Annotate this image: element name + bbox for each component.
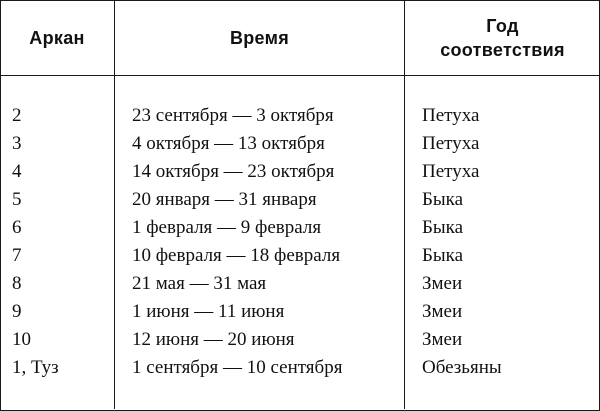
cell-year: Петуха — [422, 133, 480, 154]
table-row — [0, 214, 600, 242]
cell-time: 12 июня — 20 июня — [132, 329, 295, 350]
table-row — [0, 242, 600, 270]
cell-time: 20 января — 31 января — [132, 189, 317, 210]
header-time — [115, 0, 404, 75]
header-divider — [0, 75, 600, 76]
table-row — [0, 326, 600, 354]
table-row — [0, 158, 600, 186]
table-row — [0, 270, 600, 298]
cell-year: Петуха — [422, 161, 480, 182]
cell-year: Быка — [422, 217, 464, 238]
table-row — [0, 298, 600, 326]
table-body — [0, 102, 600, 382]
header-arkan — [0, 0, 114, 75]
cell-time: 21 мая — 31 мая — [132, 273, 267, 294]
table-row — [0, 130, 600, 158]
cell-time: 14 октября — 23 октября — [132, 161, 335, 182]
table-row — [0, 102, 600, 130]
cell-arkan: 1, Туз — [12, 357, 59, 378]
cell-arkan: 8 — [12, 273, 22, 294]
cell-arkan: 6 — [12, 217, 22, 238]
cell-year: Змеи — [422, 301, 463, 322]
cell-time: 1 февраля — 9 февраля — [132, 217, 322, 238]
cell-year: Змеи — [422, 273, 463, 294]
header-arkan-label: Аркан — [29, 27, 85, 48]
cell-arkan: 3 — [12, 133, 22, 154]
cell-time: 4 октября — 13 октября — [132, 133, 325, 154]
cell-arkan: 7 — [12, 245, 22, 266]
table-row — [0, 186, 600, 214]
cell-time: 1 июня — 11 июня — [132, 301, 285, 322]
cell-arkan: 10 — [12, 329, 31, 350]
table-row — [0, 354, 600, 382]
cell-year: Змеи — [422, 329, 463, 350]
cell-year: Обезьяны — [422, 357, 502, 378]
cell-year: Петуха — [422, 105, 480, 126]
cell-arkan: 2 — [12, 105, 22, 126]
header-year — [405, 0, 600, 75]
cell-arkan: 5 — [12, 189, 22, 210]
header-year-label-line2: соответствия — [440, 39, 565, 60]
cell-year: Быка — [422, 189, 464, 210]
header-year-label-line1: Год — [486, 15, 519, 36]
cell-time: 23 сентября — 3 октября — [132, 105, 334, 126]
cell-time: 10 февраля — 18 февраля — [132, 245, 341, 266]
cell-arkan: 4 — [12, 161, 22, 182]
cell-time: 1 сентября — 10 сентября — [132, 357, 343, 378]
cell-arkan: 9 — [12, 301, 22, 322]
header-time-label: Время — [229, 27, 290, 48]
cell-year: Быка — [422, 245, 464, 266]
